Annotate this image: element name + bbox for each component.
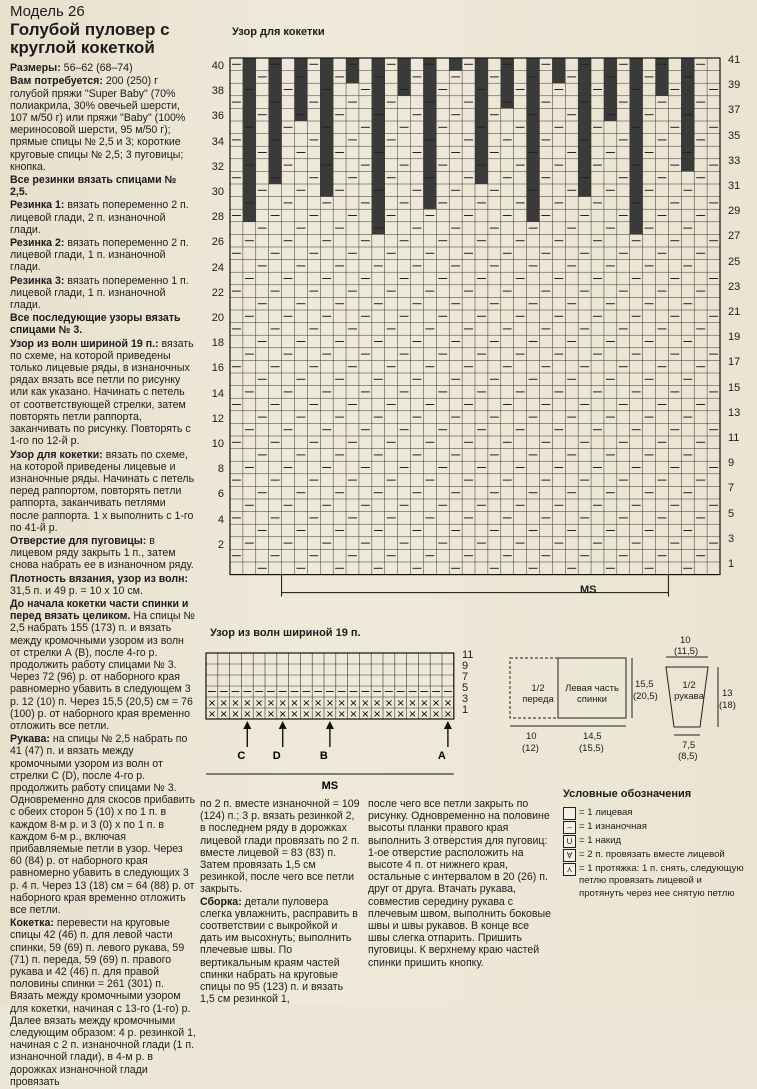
svg-text:×: × (361, 698, 370, 709)
yoke-row-number: 28 (211, 211, 224, 224)
rib-2: Резинка 2: вязать попеременно 2 п. лицевой глади, 1 п. изнаночной глади. (10, 237, 189, 274)
yoke-chart (200, 40, 752, 610)
yoke-filled-column (372, 58, 385, 234)
svg-text:×: × (372, 709, 382, 720)
yoke-filled-column (294, 58, 307, 121)
sleeves: Рукава: на спицы № 2,5 набрать по 41 (47) п. и вязать между кромочными узором из волн от стрелки С (D), после 4-го р. продолжить работу спицами № 3. Одновременно для скосов прибавить с обеих сторон 5 (10) х по 1 п. в каждом 8-м р. и 3 (0) х по 1 п. в каждом 6-м р., включая прибавляемые петли в узор. Через 60 (84) р. от наборного края равномерно убавить в следующих 3 р. 4 п. Через 13 (18) см = 64 (88) р. от наборного края временно отложить все петли. (10, 733, 196, 917)
svg-text:×: × (325, 709, 335, 720)
schem-height: 15,5 (635, 679, 654, 690)
yoke-row-number: 27 (728, 230, 741, 243)
yoke-row-number: 18 (211, 337, 224, 350)
yoke-row-number: 29 (728, 205, 741, 218)
legend-text: = 1 изнаночная (579, 820, 647, 832)
legend-item (563, 849, 748, 862)
svg-text:×: × (384, 698, 394, 709)
back-front: До начала кокетки части спинки и перед вязать целиком. На спицы № 2,5 набрать 155 (173) п. и вязать между кромочными узором из волн от стрелки А (В), после 4-го р. продолжить работу спицами № 3. Через 72 (96) р. от наборного края равномерно убавить в следующем 3 р. 12 (10) п. Через 15,5 (20,5) см = 76 (100) р. от наборного края временно отложить все петли. (10, 597, 195, 732)
rib-1: Резинка 1: вязать попеременно 2 п. лицевой глади, 2 п. изнаночной глади. (10, 199, 189, 236)
yoke-row-number: 15 (728, 381, 741, 394)
legend-title: Условные обозначения (563, 788, 692, 800)
svg-text:×: × (325, 698, 335, 709)
svg-text:×: × (420, 709, 429, 720)
yoke-row-number: 10 (211, 438, 224, 450)
yoke-filled-column (243, 58, 256, 222)
svg-text:×: × (231, 698, 240, 709)
yoke-row-number: 26 (211, 236, 224, 249)
yoke-row-number: 33 (728, 154, 741, 167)
svg-text:×: × (396, 698, 405, 709)
yoke-ms-label: MS (580, 584, 597, 596)
yoke-row-number: 21 (728, 306, 741, 318)
svg-text:×: × (231, 709, 240, 720)
wave-chart (196, 645, 466, 792)
wave-ms-label: MS (321, 780, 339, 792)
svg-text:×: × (443, 709, 453, 720)
yoke-filled-column (578, 58, 591, 197)
svg-text:×: × (431, 709, 441, 720)
yoke: Кокетка: перевести на круговые спицы 42 (46) п. для левой части спинки, 59 (69) п. левого рукава, 59 (71) п. переда, 59 (69) п. правого рукава и 42 (46) п. для правой половины спинки = 261 (301) п. Вязать между кромочными узором для кокетки, начиная с 13-го (1-го) р. Далее вязать между кромочными следующим образом: 4 р. резинкой 1, начиная с 2 п. изнаночной глади (1 п. изнаночной глади), в 4-м р. в дорожках изнаночной глади провязать (10, 917, 196, 1088)
svg-text:×: × (243, 698, 252, 709)
wave-row-number: 9 (462, 660, 469, 672)
svg-text:×: × (396, 709, 405, 720)
svg-text:×: × (278, 698, 287, 709)
legend (563, 788, 748, 901)
yoke-filled-column (423, 58, 436, 209)
yoke-row-number: 19 (728, 331, 741, 344)
yoke-chart-title: Узор для кокетки (232, 26, 325, 38)
svg-text:×: × (254, 698, 264, 709)
yoke-row-number: 13 (728, 406, 741, 419)
yoke-row-number: 34 (211, 135, 224, 148)
svg-text:×: × (219, 709, 228, 720)
yoke-row-number: 12 (211, 412, 224, 425)
yoke-row-number: 39 (728, 79, 741, 92)
legend-symbol-icon: U (563, 835, 576, 848)
sizes: Размеры: 56–62 (68–74) (10, 62, 133, 75)
yoke-row-number: 17 (728, 356, 741, 369)
wave-arrow-label: A (437, 750, 446, 762)
yoke-row-number: 30 (211, 186, 224, 198)
wave-arrow-label: B (319, 750, 328, 762)
svg-text:×: × (420, 698, 429, 709)
yoke-row-number: 38 (211, 85, 224, 98)
wave-pattern: Узор из волн шириной 19 п.: вязать по схеме, на которой приведены только лицевые ряды, в изнаночных рядах вязать все петли по рисунку или как указано. Начинать с петель от соответствующей стрелки, затем повторять петли раппорта, заканчивать по рисунку. Повторять с 1-го по 12-й р. (10, 337, 194, 448)
bottom-col-3: после чего все петли закрыть по рисунку. Одновременно на половине высоты планки правого края выполнить 3 отверстия для пуговиц: 1-ое отверстие расположить на высоте 4 п. от нижнего края, остальные с интервалом в 20 (26) п. друг от друга. Втачать рукава, совместив середину рукава с плечевым швом, выполнить боковые швы и швы рукавов. В конце все швы слегка отпарить. Пришить пуговицы. К верхнему краю частей спинки пришить кнопку. (368, 798, 552, 969)
yoke-filled-column (346, 58, 359, 83)
svg-text:×: × (266, 698, 276, 709)
svg-text:×: × (349, 698, 358, 709)
yoke-row-number: 37 (728, 104, 741, 117)
schem-left-back: Левая часть спинки (565, 683, 619, 705)
svg-text:×: × (431, 698, 441, 709)
svg-text:×: × (243, 709, 252, 720)
legend-item (563, 835, 748, 848)
sleeve-top-2: (11,5) (674, 646, 699, 657)
schem-half-front: 1/2 переда (522, 683, 554, 705)
yoke-row-number: 25 (728, 255, 741, 268)
gauge: Плотность вязания, узор из волн: 31,5 п. и 49 р. = 10 х 10 см. (10, 572, 189, 597)
yoke-filled-column (604, 58, 617, 121)
sleeve-bottom: 7,5 (682, 740, 696, 751)
legend-text: = 2 п. провязать вместе лицевой (579, 848, 725, 860)
materials: Вам потребуется: 200 (250) г голубой пряжи "Super Baby" (70% полиакрила, 30% овечьей шерсти, 107 м/50 г) или пряжи "Baby" (100% мериносовой шерсти, 95 м/50 г); прямые спицы № 2,5 и 3; короткие круговые спицы № 2,5; 3 пуговицы; кнопка. (10, 75, 186, 173)
svg-text:×: × (443, 698, 453, 709)
yoke-filled-column (552, 58, 565, 83)
yoke-row-number: 36 (211, 110, 224, 123)
wave-row-number: 7 (462, 671, 469, 683)
svg-text:×: × (349, 709, 358, 720)
yoke-filled-column (630, 58, 643, 234)
wave-row-number: 5 (462, 682, 469, 694)
yoke-row-number: 6 (217, 488, 224, 501)
page-title: Голубой пуловер с круглой кокеткой (10, 20, 170, 58)
svg-text:×: × (254, 709, 264, 720)
yoke-filled-column (501, 58, 514, 108)
svg-text:×: × (361, 709, 370, 720)
legend-symbol-icon: ∀ (563, 849, 576, 862)
legend-text: = 1 лицевая (579, 806, 633, 818)
sleeve-height-2: (18) (719, 700, 736, 711)
yoke-row-number: 31 (728, 180, 741, 192)
yoke-row-number: 16 (211, 362, 224, 375)
legend-text: = 1 протяжка: 1 п. снять, следующую петлю провязать лицевой и протянуть через нее снятую петлю (579, 862, 744, 899)
rib-3: Резинка 3: вязать попеременно 1 п. лицевой глади, 1 п. изнаночной глади. (10, 274, 189, 312)
legend-symbol-icon: ⋏ (563, 863, 576, 876)
yoke-row-number: 41 (728, 54, 741, 66)
yoke-row-number: 23 (728, 280, 741, 293)
svg-text:×: × (384, 709, 394, 720)
yoke-filled-column (527, 58, 540, 222)
yoke-row-number: 20 (211, 312, 224, 324)
model-number: Модель 26 (10, 3, 85, 20)
yoke-row-number: 4 (217, 513, 224, 526)
svg-text:×: × (290, 698, 299, 709)
sleeve-height: 13 (722, 688, 733, 699)
sleeve-bottom-2: (8,5) (678, 751, 698, 762)
wave-arrow-label: C (237, 750, 246, 762)
yoke-filled-column (269, 58, 282, 184)
svg-text:×: × (278, 709, 287, 720)
svg-text:×: × (408, 709, 417, 720)
yoke-row-number: 3 (728, 532, 735, 545)
wave-arrow-label: D (272, 750, 281, 762)
schem-width-1b: (12) (522, 743, 539, 754)
svg-text:×: × (207, 698, 217, 709)
yoke-pattern: Узор для кокетки: вязать по схеме, на которой приведены лицевые и изнаночные ряды. Начинать с петель перед раппортом, повторять петли раппорта, заканчивать петлями после раппорта. 1 х выполнить с 1-го по 41-й р. (10, 448, 195, 534)
yoke-row-number: 22 (211, 286, 224, 299)
schem-height-2: (20,5) (633, 691, 658, 702)
legend-item (563, 821, 748, 834)
schem-width-1: 10 (526, 731, 537, 742)
sleeve-top: 10 (680, 635, 691, 646)
left-text-column (10, 3, 196, 1089)
yoke-row-number: 24 (211, 261, 224, 274)
svg-text:×: × (313, 709, 323, 720)
legend-text: = 1 накид (579, 834, 622, 846)
schem-width-2: 14,5 (583, 731, 602, 742)
wave-chart-title: Узор из волн шириной 19 п. (210, 627, 361, 639)
svg-text:×: × (372, 698, 382, 709)
wave-row-number: 1 (462, 704, 469, 716)
yoke-row-number: 9 (728, 457, 735, 470)
yoke-row-number: 8 (217, 463, 224, 476)
svg-text:×: × (290, 709, 299, 720)
svg-text:×: × (302, 709, 311, 720)
yoke-row-number: 40 (211, 60, 224, 72)
legend-item (563, 807, 748, 820)
svg-text:×: × (302, 698, 311, 709)
yoke-row-number: 1 (728, 558, 735, 570)
yoke-row-number: 11 (728, 432, 740, 444)
svg-text:×: × (313, 698, 323, 709)
svg-text:×: × (337, 709, 346, 720)
wave-row-number: 11 (462, 649, 474, 661)
yoke-row-number: 14 (211, 387, 224, 400)
svg-text:×: × (266, 709, 276, 720)
legend-symbol-icon (563, 807, 576, 820)
yoke-filled-column (656, 58, 669, 96)
needles-note: Все резинки вязать спицами № 2,5. (10, 174, 177, 199)
bottom-col-2: по 2 п. вместе изнаночной = 109 (124) п.; 3 р. вязать резинкой 2, в последнем ряду в дорожках лицевой глади провязать по 2 п. вместе лицевой = 83 (83) п. Затем провязать 1,5 см резинкой, после чего все петли закрыть. Сборка: детали пуловера слегка увлажнить, расправить в соответствии с выкройкой и дать им высохнуть; выполнить плечевые швы. По вертикальным краям частей спинки набрать на круговые спицы по 95 (123) п. и вязать 1,5 см резинкой 1, (200, 798, 360, 1006)
svg-text:×: × (219, 698, 228, 709)
svg-text:×: × (207, 709, 217, 720)
yoke-filled-column (398, 58, 411, 96)
yoke-row-number: 32 (211, 160, 224, 173)
buttonhole: Отверстие для пуговицы: в лицевом ряду закрыть 1 п., затем снова набрать ее в изнаночном ряду. (10, 534, 194, 572)
yoke-row-number: 35 (728, 129, 741, 142)
legend-item (563, 863, 748, 901)
sleeve-label: 1/2 рукава (674, 680, 704, 702)
patterns-note: Все последующие узоры вязать спицами № 3. (10, 312, 181, 337)
legend-symbol-icon: – (563, 821, 576, 834)
schem-width-2b: (15,5) (579, 743, 604, 754)
wave-row-number: 3 (462, 693, 469, 705)
yoke-row-number: 7 (728, 482, 735, 495)
svg-text:×: × (408, 698, 417, 709)
yoke-filled-column (449, 58, 462, 71)
yoke-row-number: 2 (217, 538, 224, 551)
yoke-row-number: 5 (728, 507, 735, 520)
svg-text:×: × (337, 698, 346, 709)
